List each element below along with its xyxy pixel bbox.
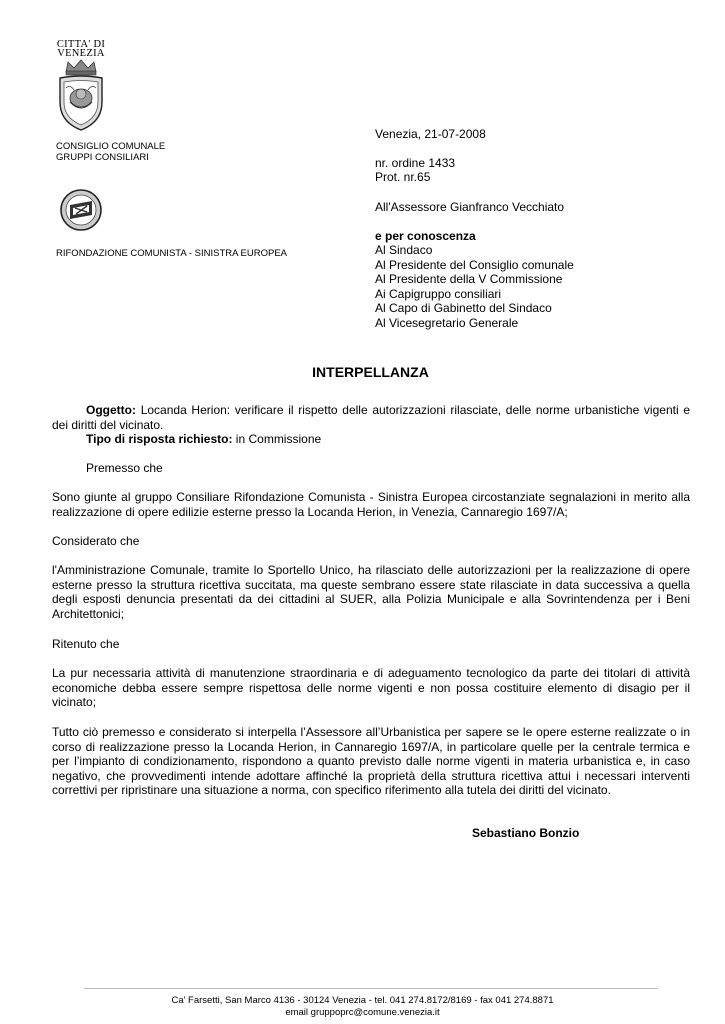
footer-divider <box>84 988 658 989</box>
footer <box>0 995 725 1019</box>
council-header: CONSIGLIO COMUNALE GRUPPI CONSILIARI <box>56 141 166 163</box>
signature: Sebastiano Bonzio <box>472 826 580 840</box>
venice-coat-of-arms-icon <box>54 58 108 132</box>
paragraph-3: La pur necessaria attività di manutenzione straordinaria e di adeguamento tecnologico da parte dei titolari di attività economiche debba essere sempre rispettosa delle norme vigenti e non possa costituire elemento di disagio per il vicinato; <box>52 666 690 710</box>
ritenuto-heading: Ritenuto che <box>52 637 120 651</box>
cc-recipient: Al Vicesegretario Generale <box>375 315 519 330</box>
cc-recipient: Ai Capigruppo consiliari <box>375 286 502 301</box>
reply-type-label: Tipo di risposta richiesto: <box>86 432 233 446</box>
city-seal-title: CITTA' DI VENEZIA <box>56 39 106 59</box>
footer-email: email gruppoprc@comune.venezia.it <box>285 1007 440 1018</box>
cc-list <box>375 243 574 331</box>
document-date: Venezia, 21-07-2008 <box>375 127 486 141</box>
cc-recipient: Al Presidente del Consiglio comunale <box>375 257 574 272</box>
protocol-number: Prot. nr.65 <box>375 170 431 184</box>
premesso-heading: Premesso che <box>86 461 163 475</box>
subject-text: Locanda Herion: verificare il rispetto delle autorizzazioni rilasciate, delle norme urbanistiche vigenti e dei diritti del vicinato. <box>52 403 690 432</box>
main-recipient: All'Assessore Gianfranco Vecchiato <box>375 200 565 214</box>
reply-type-value: in Commissione <box>232 432 322 446</box>
cc-label: e per conoscenza <box>375 229 476 243</box>
subject-paragraph <box>52 403 690 432</box>
cc-recipient: Al Capo di Gabinetto del Sindaco <box>375 301 552 316</box>
considerato-heading: Considerato che <box>52 534 140 548</box>
paragraph-2: l'Amministrazione Comunale, tramite lo Sportello Unico, ha rilasciato delle autorizzazioni per la realizzazione di opere esterne presso la struttura ricettiva succitata, ma queste sembrano essere state rilasciate in data successiva a quella degli esposti denuncia presentati da dei cittadini al SUER, alla Polizia Municipale e alla Sovrintendenza per i Beni Architettonici; <box>52 563 690 621</box>
document-title: INTERPELLANZA <box>312 364 429 380</box>
party-logo-icon <box>58 188 104 232</box>
order-number: nr. ordine 1433 <box>375 156 456 170</box>
party-name: RIFONDAZIONE COMUNISTA - SINISTRA EUROPEA <box>56 248 288 259</box>
reply-type <box>86 432 321 447</box>
cc-recipient: Al Presidente della V Commissione <box>375 272 563 287</box>
footer-address: Ca' Farsetti, San Marco 4136 - 30124 Venezia - tel. 041 274.8172/8169 - fax 041 274.8871 <box>171 995 554 1006</box>
cc-recipient: Al Sindaco <box>375 243 433 257</box>
paragraph-4: Tutto ciò premesso e considerato si interpella l’Assessore all’Urbanistica per sapere se le opere esterne realizzate o in corso di realizzazione presso la Locanda Herion, in Cannaregio 1697/A, in particolare quelle per la centrale termica e per l’impianto di condizionamento, rispondono a quanto previsto dalle norme vigenti in materia urbanistica e, in caso negativo, che provvedimenti intende adottare affinché la proprietà della struttura ricettiva attui i necessari interventi correttivi per ripristinare una situazione a norma, con specifico riferimento alla tutela dei diritti del vicinato. <box>52 725 690 798</box>
paragraph-1: Sono giunte al gruppo Consiliare Rifondazione Comunista - Sinistra Europea circostanziate segnalazioni in merito alla realizzazione di opere edilizie esterne presso la Locanda Herion, in Venezia, Cannaregio 1697/A; <box>52 490 690 519</box>
subject-label: Oggetto: <box>86 403 136 417</box>
